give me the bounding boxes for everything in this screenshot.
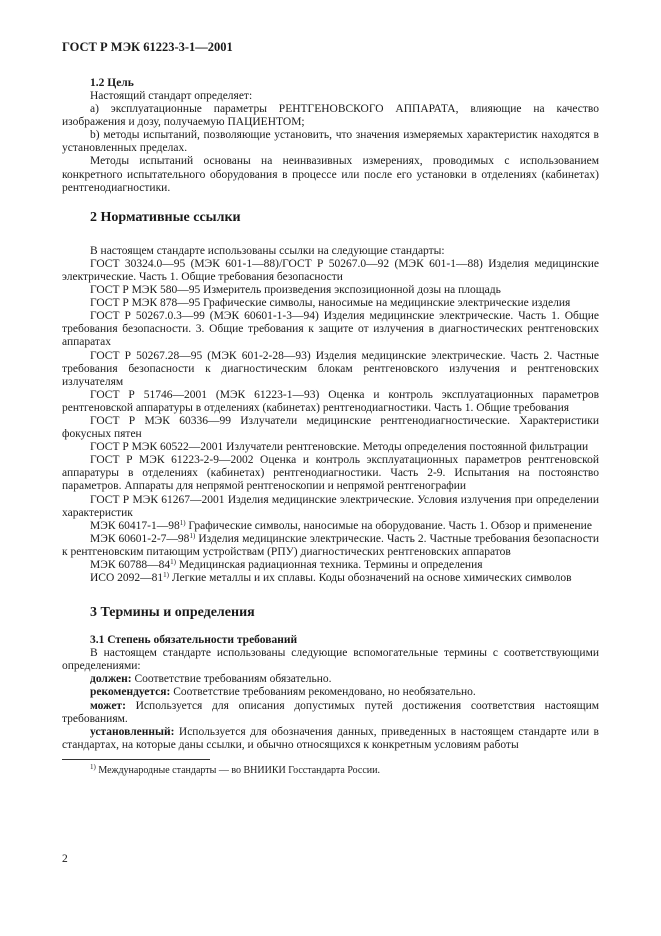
page-number: 2: [62, 853, 68, 865]
footnote-marker: 1): [163, 571, 169, 580]
reference-item: [62, 572, 599, 585]
reference-item: ГОСТ Р МЭК 61223-2-9—2002 Оценка и контроль эксплуатационных параметров рентгеновской аппаратуры в отделениях (кабинетах) рентгенодиагностики. Часть 2-9. Испытания на постоянство параметров. Аппараты для непрямой рентгеноскопии и непрямой рентгенографии: [62, 454, 599, 493]
paragraph: а) эксплуатационные параметры РЕНТГЕНОВСКОГО АППАРАТА, влияющие на качество изображения и дозу, получаемую ПАЦИЕНТОМ;: [62, 103, 599, 129]
paragraph: Настоящий стандарт определяет:: [90, 90, 253, 102]
footnote-marker: 1): [90, 762, 96, 771]
definition: Соответствие требованиям рекомендовано, но необязательно.: [170, 686, 476, 699]
definition: Используется для описания допустимых путей достижения соответствия настоящим требованиям.: [62, 699, 599, 725]
footnote-divider: [62, 759, 210, 760]
reference-title: Медицинская радиационная техника. Термины и определения: [175, 559, 483, 571]
reference-code: МЭК 60417-1—98: [90, 519, 180, 532]
reference-item: ГОСТ Р МЭК 878—95 Графические символы, наносимые на медицинские электрические изделия: [90, 297, 571, 310]
paragraph: В настоящем стандарте использованы ссылки на следующие стандарты:: [90, 244, 445, 257]
definition: Используется для обозначения данных, приведенных в настоящем стандарте или в стандартах, на которые даны ссылки, и обычно относящихся к конкретным условиям работы: [62, 725, 599, 751]
definition: Соответствие требованиям обязательно.: [131, 673, 332, 686]
reference-item: ГОСТ Р МЭК 580—95 Измеритель произведения экспозиционной дозы на площадь: [90, 284, 501, 297]
term: рекомендуется:: [90, 686, 171, 699]
reference-item: ГОСТ Р 50267.0.3—99 (МЭК 60601-1-3—94) Изделия медицинские электрические. Часть 1. Общие требования безопасности. 3. Общие требования к защите от излучения в диагностических рентгеновских аппаратах: [62, 310, 599, 349]
reference-item: [62, 533, 599, 559]
reference-item: ГОСТ Р МЭК 60336—99 Излучатели медицинские рентгенодиагностические. Характеристики фокусных пятен: [62, 414, 599, 441]
reference-title: Графические символы, наносимые на оборудование. Часть 1. Обзор и применение: [185, 519, 592, 532]
footnote: [90, 764, 599, 777]
reference-item: [62, 559, 599, 572]
reference-item: ГОСТ Р МЭК 60522—2001 Излучатели рентгеновские. Методы определения постоянной фильтрации: [90, 441, 589, 454]
reference-code: МЭК 60788—84: [90, 559, 171, 571]
term-definition: [62, 726, 599, 752]
footnote-marker: 1): [170, 558, 176, 566]
reference-code: МЭК 60601-2-7—98: [90, 532, 190, 545]
term: может:: [90, 699, 126, 712]
reference-code: ИСО 2092—81: [90, 572, 164, 585]
term-definition: [62, 700, 599, 726]
footnote-marker: 1): [179, 518, 186, 527]
reference-title: Изделия медицинские электрические. Часть 2. Частные требования безопасности к рентгеновским питающим устройствам (РПУ) диагностических рентгеновских аппаратов: [62, 532, 599, 558]
paragraph: В настоящем стандарте использованы следующие вспомогательные термины с соответствующими определениями:: [62, 647, 599, 673]
section-2-title: 2 Нормативные ссылки: [90, 209, 241, 225]
paragraph: b) методы испытаний, позволяющие установить, что значения измеряемых характеристик находятся в установленных пределах.: [62, 129, 599, 155]
document-header: ГОСТ Р МЭК 61223-3-1—2001: [62, 40, 233, 54]
footnote-marker: 1): [189, 531, 196, 540]
term-definition: [62, 686, 599, 699]
reference-title: Легкие металлы и их сплавы. Коды обозначений на основе химических символов: [169, 572, 572, 585]
section-3-title: 3 Термины и определения: [90, 605, 255, 621]
footnote-text: Международные стандарты — во ВНИИКИ Госстандарта России.: [95, 764, 380, 776]
reference-item: ГОСТ Р 51746—2001 (МЭК 61223-1—93) Оценка и контроль эксплуатационных параметров рентгеновской аппаратуры в отделениях (кабинетах) рентгенодиагностики. Часть 1. Общие требования: [62, 388, 599, 414]
section-1-2-title: 1.2 Цель: [90, 77, 134, 89]
term: должен:: [90, 673, 132, 686]
reference-item: [62, 520, 599, 533]
section-3-1-title: 3.1 Степень обязательности требований: [90, 634, 298, 647]
term-definition: [62, 673, 599, 686]
reference-item: ГОСТ 30324.0—95 (МЭК 601-1—88)/ГОСТ Р 50267.0—92 (МЭК 601-1—88) Изделия медицинские электрические. Часть 1. Общие требования безопасности: [62, 257, 599, 283]
reference-item: ГОСТ Р 50267.28—95 (МЭК 601-2-28—93) Изделия медицинские электрические. Часть 2. Частные требования безопасности к диагностическим блокам рентгеновского излучения и рентгеновских излучателям: [62, 349, 599, 388]
reference-item: ГОСТ Р МЭК 61267—2001 Изделия медицинские электрические. Условия излучения при определении характеристик: [62, 493, 599, 519]
paragraph: Методы испытаний основаны на неинвазивных измерениях, проводимых с использованием конкретного испытательного оборудования в процессе или после его установки в отделениях (кабинетах) рентгенодиагностики.: [62, 155, 599, 194]
reference-list: [62, 258, 599, 585]
term: установленный:: [90, 725, 175, 738]
